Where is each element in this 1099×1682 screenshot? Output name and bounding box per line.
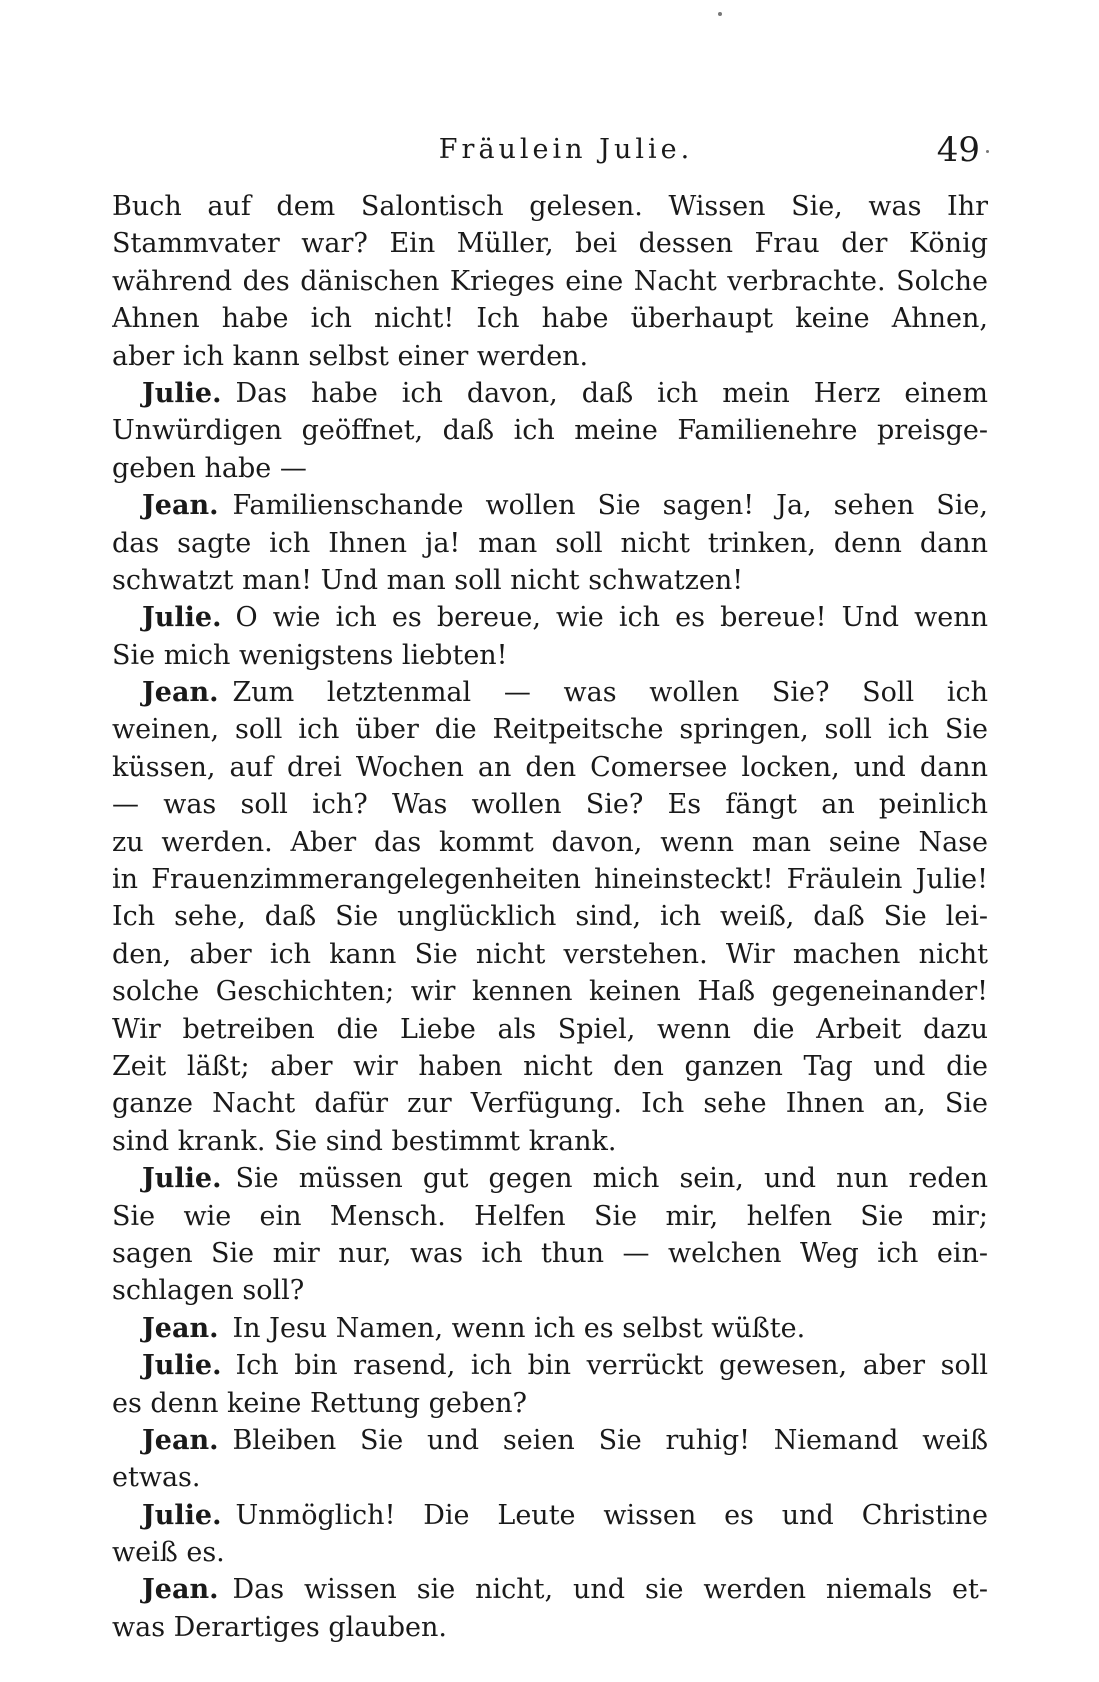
text-line — [112, 487, 988, 524]
text-line — [112, 824, 988, 861]
text-line — [112, 936, 988, 973]
text-line — [112, 1235, 988, 1272]
line-text: Unmöglich! Die Leute wissen es und Christine — [235, 1499, 988, 1531]
text-line — [112, 1160, 988, 1197]
text-line — [112, 1422, 988, 1459]
speaker-name: Jean. — [142, 490, 219, 522]
line-text: etwas. — [112, 1462, 201, 1494]
text-line — [112, 562, 988, 599]
text-line — [112, 1123, 988, 1160]
line-text: es denn keine Rettung geben? — [112, 1387, 528, 1419]
text-line — [112, 637, 988, 674]
line-text: sagen Sie mir nur, was ich thun — welchen Weg ich ein- — [112, 1237, 988, 1269]
page-number: 49 — [936, 130, 980, 170]
text-line — [112, 1198, 988, 1235]
line-text: O wie ich es bereue, wie ich es bereue! Und wenn — [235, 602, 988, 634]
text-line — [112, 1048, 988, 1085]
text-line — [112, 412, 988, 449]
paper-speck — [718, 12, 722, 16]
text-line — [112, 300, 988, 337]
text-line — [112, 1011, 988, 1048]
line-text: Buch auf dem Salontisch gelesen. Wissen Sie, was Ihr — [112, 191, 988, 222]
speaker-name: Julie. — [142, 602, 222, 634]
text-line — [112, 749, 988, 786]
line-text: in Frauenzimmerangelegenheiten hineinsteckt! Fräulein Julie! — [112, 864, 988, 896]
line-text: Unwürdigen geöffnet, daß ich meine Familienehre preisge- — [112, 415, 988, 447]
line-text: was Derartiges glauben. — [112, 1611, 448, 1643]
text-line — [112, 711, 988, 748]
text-line — [112, 1571, 988, 1608]
line-text: Das wissen sie nicht, und sie werden niemals et- — [232, 1574, 988, 1606]
text-line — [112, 525, 988, 562]
speaker-name: Julie. — [142, 377, 222, 409]
text-line — [112, 1534, 988, 1571]
speaker-name: Julie. — [142, 1350, 222, 1382]
text-line — [112, 188, 988, 225]
line-text: während des dänischen Krieges eine Nacht verbrachte. Solche — [112, 265, 988, 297]
line-text: Sie müssen gut gegen mich sein, und nun reden — [235, 1163, 988, 1195]
line-text: küssen, auf drei Wochen an den Comersee locken, und dann — [112, 751, 988, 783]
speaker-name: Julie. — [142, 1499, 222, 1531]
line-text: Bleiben Sie und seien Sie ruhig! Niemand weiß — [232, 1424, 988, 1456]
line-text: Ich sehe, daß Sie unglücklich sind, ich weiß, daß Sie lei- — [112, 901, 988, 933]
body-text — [112, 188, 988, 1646]
text-line — [112, 861, 988, 898]
text-line — [112, 338, 988, 375]
text-line — [112, 1272, 988, 1309]
line-text: Zum letztenmal — was wollen Sie? Soll ich — [232, 677, 988, 709]
text-line — [112, 786, 988, 823]
line-text: Ich bin rasend, ich bin verrückt gewesen, aber soll — [235, 1350, 988, 1382]
speaker-name: Julie. — [142, 1163, 222, 1195]
text-line — [112, 1347, 988, 1384]
line-text: schlagen soll? — [112, 1275, 305, 1307]
speaker-name: Jean. — [142, 1312, 219, 1344]
line-text: Ahnen habe ich nicht! Ich habe überhaupt keine Ahnen, — [112, 303, 988, 335]
text-line — [112, 1385, 988, 1422]
line-text: weiß es. — [112, 1537, 225, 1569]
line-text: geben habe — — [112, 452, 307, 484]
line-text: Zeit läßt; aber wir haben nicht den ganzen Tag und die — [112, 1050, 988, 1082]
line-text: sind krank. Sie sind bestimmt krank. — [112, 1125, 617, 1157]
running-title: Fräulein Julie. — [438, 134, 694, 165]
line-text: zu werden. Aber das kommt davon, wenn man seine Nase — [112, 826, 988, 858]
line-text: Sie mich wenigstens liebten! — [112, 639, 508, 671]
line-text: Das habe ich davon, daß ich mein Herz einem — [235, 377, 988, 409]
line-text: Wir betreiben die Liebe als Spiel, wenn die Arbeit dazu — [112, 1013, 988, 1045]
speaker-name: Jean. — [142, 1424, 219, 1456]
line-text: das sagte ich Ihnen ja! man soll nicht trinken, denn dann — [112, 527, 988, 559]
line-text: aber ich kann selbst einer werden. — [112, 340, 589, 372]
text-line — [112, 450, 988, 487]
text-line — [112, 375, 988, 412]
line-text: solche Geschichten; wir kennen keinen Haß gegeneinander! — [112, 976, 988, 1008]
line-text: — was soll ich? Was wollen Sie? Es fängt an peinlich — [112, 789, 988, 821]
page-header — [0, 130, 1099, 174]
line-text: den, aber ich kann Sie nicht verstehen. Wir machen nicht — [112, 938, 988, 970]
line-text: schwatzt man! Und man soll nicht schwatzen! — [112, 564, 744, 596]
text-line — [112, 225, 988, 262]
line-text: Sie wie ein Mensch. Helfen Sie mir, helfen Sie mir; — [112, 1200, 988, 1232]
text-line — [112, 1609, 988, 1646]
speaker-name: Jean. — [142, 1574, 219, 1606]
text-line — [112, 1497, 988, 1534]
line-text: In Jesu Namen, wenn ich es selbst wüßte. — [232, 1312, 806, 1344]
text-line — [112, 674, 988, 711]
text-line — [112, 599, 988, 636]
text-line — [112, 1310, 988, 1347]
text-line — [112, 263, 988, 300]
line-text: Stammvater war? Ein Müller, bei dessen Frau der König — [112, 228, 988, 260]
text-line — [112, 973, 988, 1010]
line-text: Familienschande wollen Sie sagen! Ja, sehen Sie, — [232, 490, 988, 522]
speaker-name: Jean. — [142, 677, 219, 709]
text-line — [112, 1459, 988, 1496]
text-line — [112, 898, 988, 935]
line-text: weinen, soll ich über die Reitpeitsche springen, soll ich Sie — [112, 714, 988, 746]
paper-speck — [986, 150, 989, 153]
line-text: ganze Nacht dafür zur Verfügung. Ich sehe Ihnen an, Sie — [112, 1088, 988, 1120]
text-line — [112, 1085, 988, 1122]
